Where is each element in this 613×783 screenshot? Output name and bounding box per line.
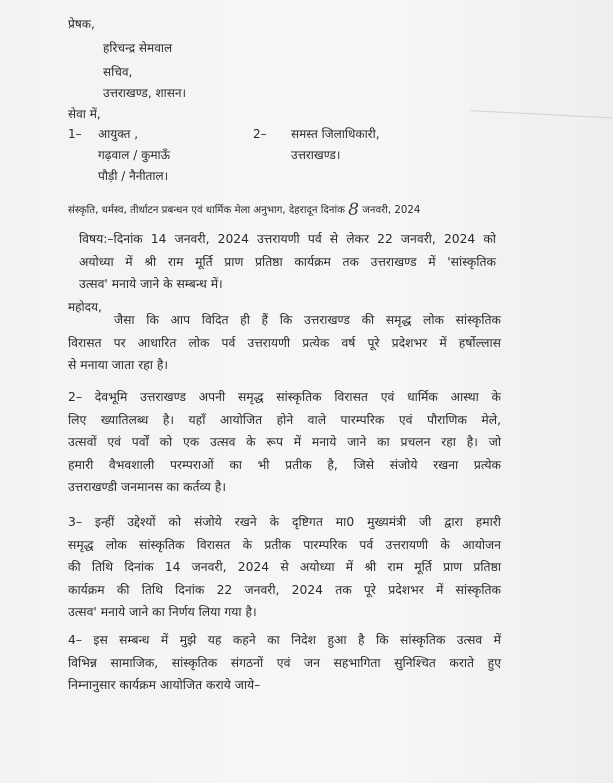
para3-line-4: कार्यक्रम की तिथि दिनांक 22 जनवरी, 2024 तक पूरे प्रदेशभर में सांस्कृतिक xyxy=(68,582,501,597)
subject xyxy=(79,228,496,296)
sender-designation: सचिव, xyxy=(103,65,133,79)
para2-line-2: लिए ख्यातिलब्ध है। यहाँ आयोजित होने वाले पारम्परिक एवं पौराणिक मेले, xyxy=(68,412,501,427)
para3-line-3: की तिथि दिनांक 14 जनवरी, 2024 से अयोध्या में श्री राम मूर्ति प्राण प्रतिष्ठा xyxy=(68,560,501,574)
subject-line-2: अयोध्या में श्री राम मूर्ति प्राण प्रतिष्ठा कार्यक्रम तक उत्तराखण्ड में 'सांस्कृतिक xyxy=(79,254,496,269)
para3-line-1: 3– इन्हीं उद्देश्यों को संजोये रखने के दृष्टिगत मा0 मुख्यमंत्री जी द्वारा हमारी xyxy=(68,515,501,529)
paper-crease xyxy=(470,110,613,137)
recipient-2-line1: समस्त जिलाधिकारी, xyxy=(291,127,380,141)
date-month-year: जनवरी, 2024 xyxy=(362,205,421,216)
paragraph-1 xyxy=(68,309,501,377)
paragraph-3 xyxy=(68,511,501,624)
paragraph-2 xyxy=(68,386,501,499)
sender-label: प्रेषक, xyxy=(68,17,95,31)
recipient-2-line2: उत्तराखण्ड। xyxy=(291,148,341,162)
para2-line-5: उत्तराखण्डी जनमानस का कर्तव्य है। xyxy=(68,480,226,494)
para1-line-3: से मनाया जाता रहा है। xyxy=(68,358,169,372)
subject-line-1: विषय:–दिनांक 14 जनवरी, 2024 उत्तरायणी पर्व से लेकर 22 जनवरी, 2024 को xyxy=(79,232,496,246)
para3-line-5: उत्सव' मनाये जाने का निर्णय लिया गया है। xyxy=(68,605,257,619)
salutation: महोदय, xyxy=(68,300,102,314)
recipient-2-number: 2– xyxy=(253,127,267,141)
sender-name: हरिचन्द्र सेमवाल xyxy=(103,41,173,55)
para2-line-3: उत्सवों एवं पर्वों को एक उत्सव के रूप में मनाये जाने का प्रचलन रहा है। जो xyxy=(68,435,501,449)
department-date-line xyxy=(68,200,420,219)
para4-line-2: विभिन्न सामाजिक, सांस्कृतिक संगठनों एवं जन सहभागिता सुनिश्चित कराते हुए xyxy=(68,655,501,670)
para1-line-1: जैसा कि आप विदित ही हैं कि उत्तराखण्ड की समृद्ध लोक सांस्कृतिक xyxy=(114,313,501,327)
para4-line-3: निम्नानुसार कार्यक्रम आयोजित कराये जाये– xyxy=(68,678,261,692)
para1-line-2: विरासत पर आधारित लोक पर्व उत्तरायणी प्रत्येक वर्ष पूरे प्रदेशभर में हर्षोल्लास xyxy=(68,335,501,350)
subject-line-3: उत्सव' मनाये जाने के सम्बन्ध में। xyxy=(79,277,223,291)
paragraph-4 xyxy=(68,629,501,697)
recipient-label: सेवा में, xyxy=(68,107,101,121)
recipient-1-line3: पौड़ी / नैनीताल। xyxy=(98,169,169,183)
para3-line-2: समृद्ध लोक सांस्कृतिक विरासत के प्रतीक पारम्परिक पर्व उत्तरायणी के आयोजन xyxy=(68,537,501,552)
department-text: संस्कृति, धर्मस्व, तीर्थाटन प्रबन्धन एवं धार्मिक मेला अनुभाग, देहरादून दिनांक xyxy=(68,205,345,216)
recipient-1-line1: आयुक्त , xyxy=(98,127,139,141)
recipient-1-number: 1– xyxy=(68,127,82,141)
para4-line-1: 4– इस सम्बन्ध में मुझे यह कहने का निदेश हुआ है कि सांस्कृतिक उत्सव में xyxy=(68,633,501,647)
para2-line-4: हमारी वैभवशाली परम्पराओं का भी प्रतीक है, जिसे संजोये रखना प्रत्येक xyxy=(68,457,501,472)
sender-office: उत्तराखण्ड, शासन। xyxy=(103,86,187,100)
handwritten-day: 8 xyxy=(348,200,359,220)
recipient-1-line2: गढ़वाल / कुमाऊँ xyxy=(98,148,171,162)
para2-line-1: 2– देवभूमि उत्तराखण्ड अपनी समृद्ध सांस्कृतिक विरासत एवं धार्मिक आस्था के xyxy=(68,390,501,404)
